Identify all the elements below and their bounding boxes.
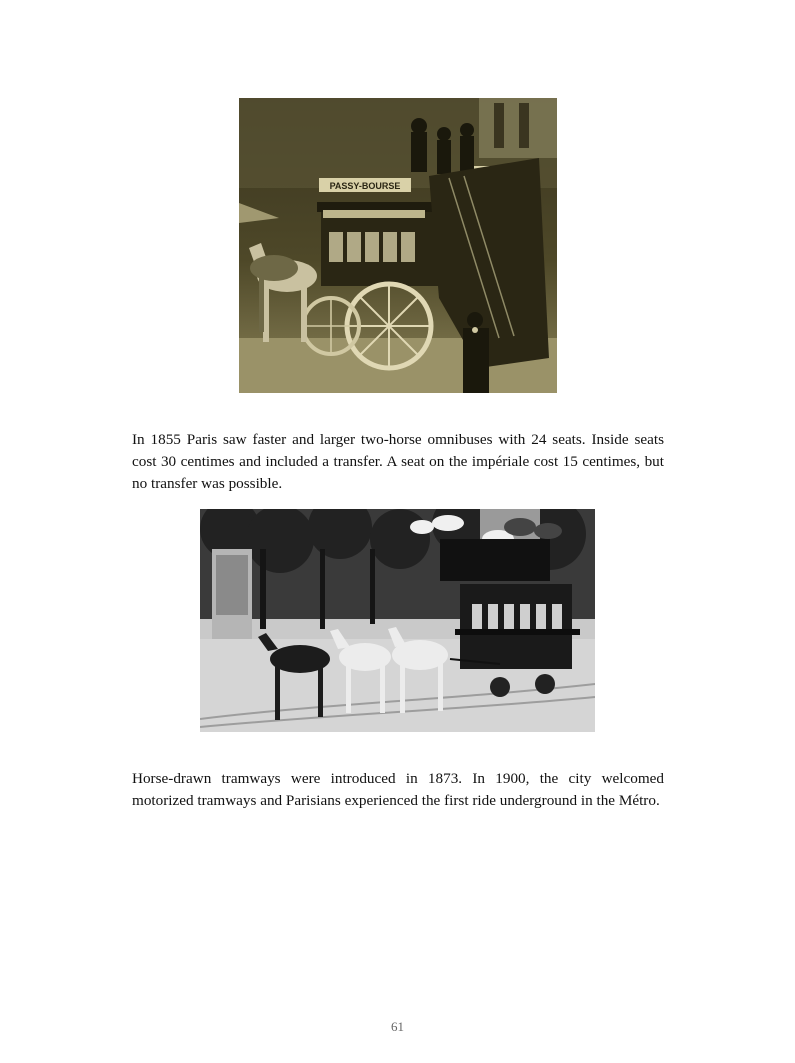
tramway-illustration	[200, 509, 595, 732]
omnibus-illustration	[239, 98, 557, 393]
page-number: 61	[391, 1019, 404, 1034]
omnibus-front-sign: PASSY-BOURSE	[329, 181, 401, 191]
tramway-photo	[200, 509, 595, 732]
paragraph-omnibus: In 1855 Paris saw faster and larger two-horse omnibuses with 24 seats. Inside seats cost 30 centimes and included a transfer. A seat on the impériale cost 15 centimes, but no transfer was possible.	[132, 431, 664, 492]
paragraph-tramway: Horse-drawn tramways were introduced in 1873. In 1900, the city welcomed motorized tramways and Parisians experienced the first ride underground in the Métro.	[132, 770, 664, 809]
omnibus-photo	[239, 98, 557, 393]
